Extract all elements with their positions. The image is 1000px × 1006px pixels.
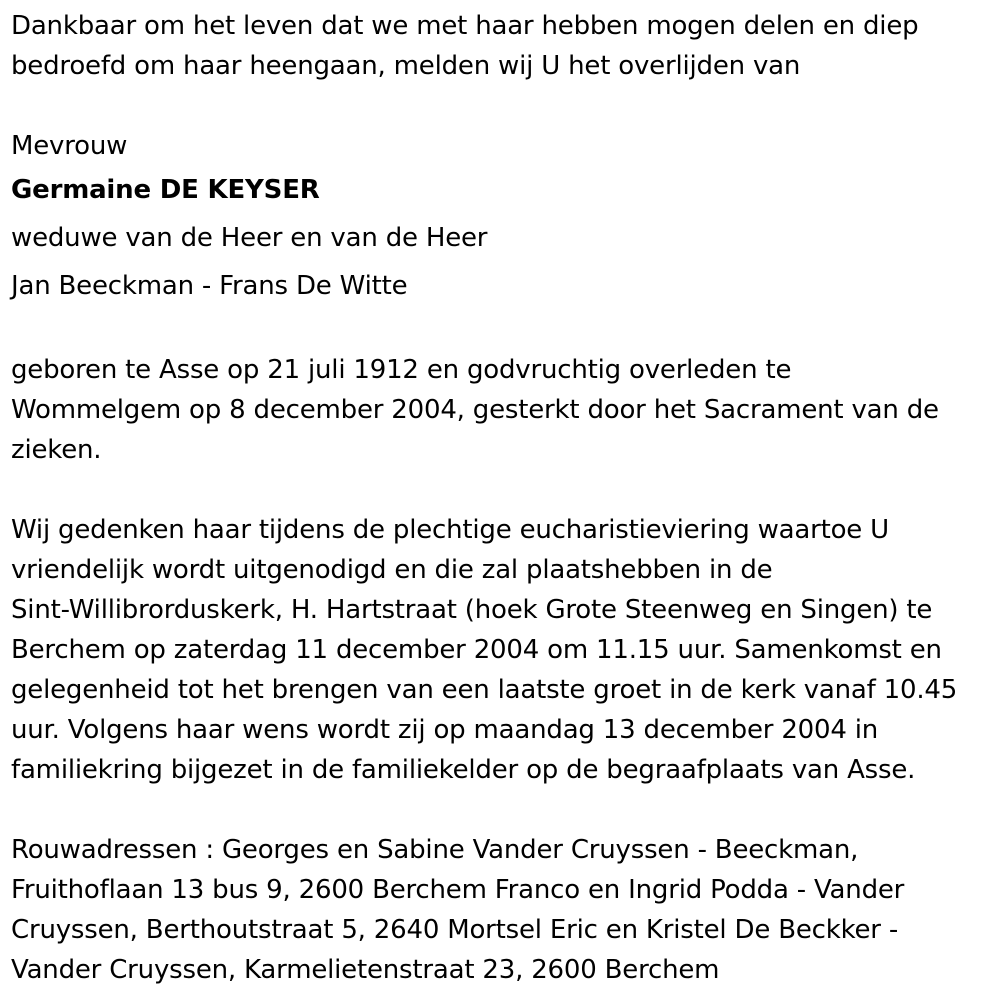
- spacer: [11, 790, 1000, 830]
- widow-of-line: weduwe van de Heer en van de Heer: [11, 223, 488, 253]
- addresses-line-3: Cruyssen, Berthoutstraat 5, 2640 Mortsel Eric en Kristel De Beckker -: [11, 915, 899, 945]
- service-line-4: Berchem op zaterdag 11 december 2004 om 11.15 uur. Samenkomst en: [11, 635, 942, 665]
- addresses-line-4: Vander Cruyssen, Karmelietenstraat 23, 2600 Berchem: [11, 955, 720, 985]
- deceased-name: Germaine DE KEYSER: [11, 175, 320, 205]
- addresses-paragraph: [11, 830, 1000, 990]
- spouses-line: Jan Beeckman - Frans De Witte: [11, 271, 408, 301]
- salutation: Mevrouw: [11, 131, 128, 161]
- service-paragraph: [11, 510, 1000, 790]
- addresses-line-1: Rouwadressen : Georges en Sabine Vander Cruyssen - Beeckman,: [11, 835, 859, 865]
- intro-line-2: bedroefd om haar heengaan, melden wij U het overlijden van: [11, 51, 801, 81]
- service-line-3: Sint-Willibrorduskerk, H. Hartstraat (hoek Grote Steenweg en Singen) te: [11, 595, 933, 625]
- birth-death-line-3: zieken.: [11, 435, 102, 465]
- service-line-2: vriendelijk wordt uitgenodigd en die zal plaatshebben in de: [11, 555, 773, 585]
- spacer: [11, 310, 1000, 350]
- intro-line-1: Dankbaar om het leven dat we met haar hebben mogen delen en diep: [11, 11, 919, 41]
- spacer: [11, 470, 1000, 510]
- service-line-1: Wij gedenken haar tijdens de plechtige eucharistieviering waartoe U: [11, 515, 890, 545]
- birth-death-line-1: geboren te Asse op 21 juli 1912 en godvruchtig overleden te: [11, 355, 792, 385]
- service-line-6: uur. Volgens haar wens wordt zij op maandag 13 december 2004 in: [11, 715, 879, 745]
- intro-paragraph: [11, 6, 1000, 86]
- service-line-7: familiekring bijgezet in de familiekelder op de begraafplaats van Asse.: [11, 755, 916, 785]
- spacer: [11, 86, 1000, 126]
- addresses-line-2: Fruithoflaan 13 bus 9, 2600 Berchem Franco en Ingrid Podda - Vander: [11, 875, 905, 905]
- birth-death-paragraph: [11, 350, 1000, 470]
- person-block: [11, 126, 1000, 310]
- service-line-5: gelegenheid tot het brengen van een laatste groet in de kerk vanaf 10.45: [11, 675, 958, 705]
- birth-death-line-2: Wommelgem op 8 december 2004, gesterkt door het Sacrament van de: [11, 395, 939, 425]
